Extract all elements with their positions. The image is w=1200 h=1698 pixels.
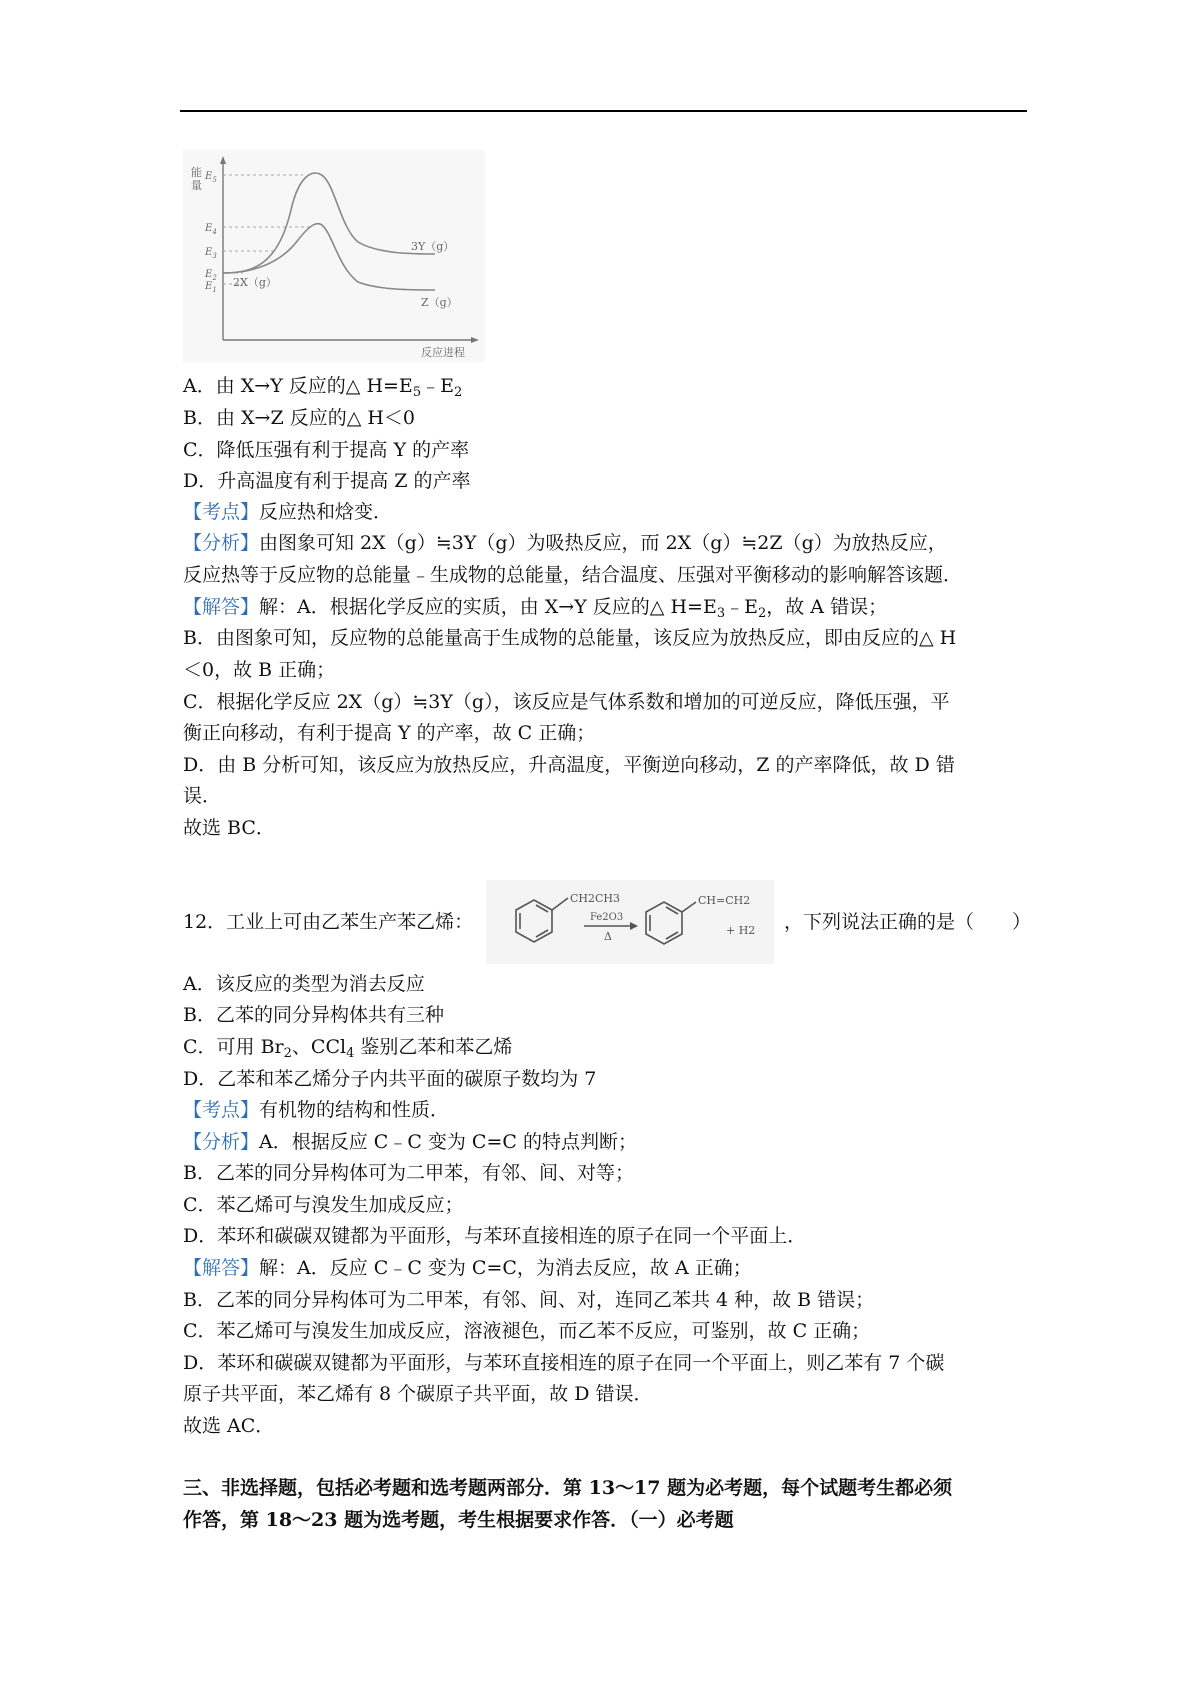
byproduct-label: + H2 <box>726 924 756 937</box>
level-label-e2: $E_2$ <box>205 269 217 282</box>
q12-option-c: C．可用 $Br_2$、CCl$_4$ 鉴别乙苯和苯乙烯 <box>183 1036 513 1061</box>
q12-jieda-d-cont: 原子共平面，苯乙烯有 8 个碳原子共平面，故 D 错误． <box>183 1383 653 1405</box>
q11-option-d: D．升高温度有利于提高 Z 的产率 <box>183 470 471 492</box>
q12-jieda: 【解答】解：A．反应 C﹣C 变为 C=C，为消去反应，故 A 正确； <box>183 1257 752 1279</box>
q12-stem-post: ，下列说法正确的是（ ） <box>784 911 1032 933</box>
q12-fenxi-c: C．苯乙烯可与溴发生加成反应； <box>183 1194 464 1216</box>
section3-heading-cont: 作答，第 18～23 题为选考题，考生根据要求作答．（一）必考题 <box>183 1509 734 1531</box>
q11-jieda-c-cont: 衡正向移动，有利于提高 Y 的产率，故 C 正确； <box>183 722 596 744</box>
catalyst-label: Fe2O3 <box>590 912 624 923</box>
level-label-e1: $E_1$ <box>205 281 217 294</box>
x-axis-label: 反应进程 <box>421 346 465 359</box>
q11-option-b: B．由 X→Z 反应的△ H＜0 <box>183 407 415 429</box>
q11-jieda-d: D．由 B 分析可知，该反应为放热反应，升高温度，平衡逆向移动，Z 的产率降低，故 D 错 <box>183 754 955 776</box>
q12-jieda-d: D．苯环和碳碳双键都为平面形，与苯环直接相连的原子在同一个平面上，则乙苯有 7 个碳 <box>183 1352 945 1374</box>
q12-option-b: B．乙苯的同分异构体共有三种 <box>183 1004 444 1026</box>
product-group-label: CH=CH2 <box>698 894 751 907</box>
q12-fenxi: 【分析】A．根据反应 C﹣C 变为 C=C 的特点判断； <box>183 1131 637 1153</box>
styrene-reaction-figure <box>486 880 774 964</box>
level-label-e4: $E_4$ <box>205 223 217 236</box>
q12-kaodian: 【考点】有机物的结构和性质． <box>183 1099 450 1121</box>
curve-label-2x: 2X（g） <box>233 276 277 289</box>
curve-label-3y: 3Y（g） <box>411 240 455 253</box>
q11-jieda-b-cont: ＜0，故 B 正确； <box>183 659 336 681</box>
q11-jieda-c: C．根据化学反应 2X（g）≒3Y（g），该反应是气体系数和增加的可逆反应，降低压强，平 <box>183 691 950 713</box>
q12-fenxi-d: D．苯环和碳碳双键都为平面形，与苯环直接相连的原子在同一个平面上． <box>183 1225 807 1247</box>
q11-fenxi: 【分析】由图象可知 2X（g）≒3Y（g）为吸热反应，而 2X（g）≒2Z（g）为放热反应， <box>183 532 947 554</box>
q11-option-c: C．降低压强有利于提高 Y 的产率 <box>183 439 470 461</box>
reactant-group-label: CH2CH3 <box>570 892 621 905</box>
q12-answer: 故选 AC． <box>183 1415 275 1437</box>
q11-jieda-d-cont: 误． <box>183 785 222 807</box>
q11-kaodian: 【考点】反应热和焓变． <box>183 501 393 523</box>
y-axis-label: 能 量 <box>191 166 202 192</box>
q12-stem-pre: 12．工业上可由乙苯生产苯乙烯： <box>183 911 474 933</box>
condition-label: Δ <box>604 930 612 943</box>
q12-option-a: A．该反应的类型为消去反应 <box>183 973 425 995</box>
q12-jieda-c: C．苯乙烯可与溴发生加成反应，溶液褪色，而乙苯不反应，可鉴别，故 C 正确； <box>183 1320 871 1342</box>
section3-heading: 三、非选择题，包括必考题和选考题两部分．第 13～17 题为必考题，每个试题考生都必须 <box>183 1477 953 1499</box>
q12-fenxi-b: B．乙苯的同分异构体可为二甲苯，有邻、间、对等； <box>183 1162 634 1184</box>
energy-profile-figure <box>183 150 485 362</box>
q12-jieda-b: B．乙苯的同分异构体可为二甲苯，有邻、间、对，连同乙苯共 4 种，故 B 错误； <box>183 1289 875 1311</box>
q11-jieda-b: B．由图象可知，反应物的总能量高于生成物的总能量，该反应为放热反应，即由反应的△ H <box>183 627 957 649</box>
q11-answer: 故选 BC． <box>183 817 275 839</box>
header-rule <box>180 110 1027 112</box>
level-label-e5: $E_5$ <box>205 171 217 184</box>
q11-option-a: A．由 X→Y 反应的△ $H=E_5﹣E_2$ <box>183 375 463 400</box>
level-label-e3: $E_3$ <box>205 247 217 260</box>
q11-fenxi-cont: 反应热等于反应物的总能量﹣生成物的总能量，结合温度、压强对平衡移动的影响解答该题． <box>183 564 963 586</box>
q11-jieda: 【解答】解：A．根据化学反应的实质，由 X→Y 反应的△ $H=E_3﹣E_2$，故 A 错误； <box>183 596 888 621</box>
q12-option-d: D．乙苯和苯乙烯分子内共平面的碳原子数均为 7 <box>183 1068 597 1090</box>
curve-label-z: Z（g） <box>421 296 458 309</box>
